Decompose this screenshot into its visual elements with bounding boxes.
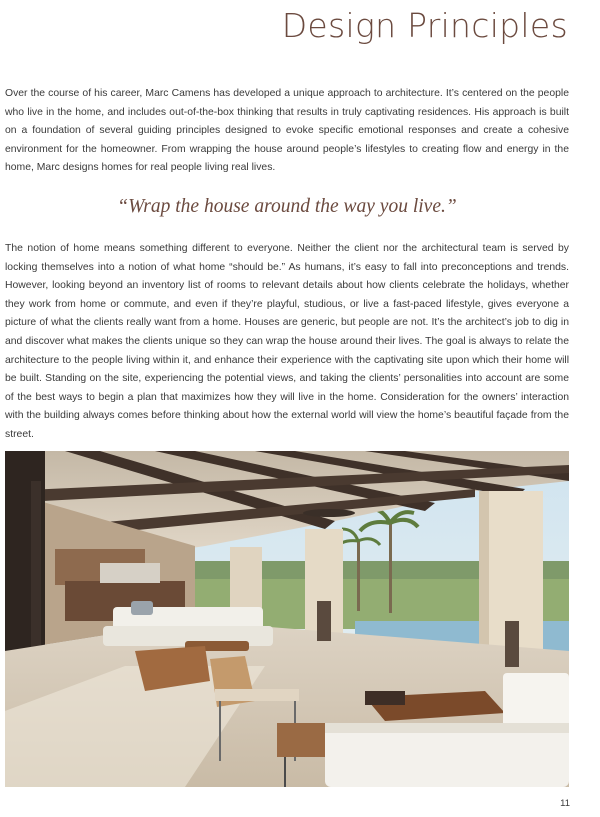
page-title: Design Principles (281, 6, 568, 45)
pull-quote: “Wrap the house around the way you live.” (117, 196, 457, 217)
body-paragraph: The notion of home means something different to everyone. Neither the client nor the architectural team is served by locking themselves into a notion of what home “should be.” As humans, it’s easy to fall into preconceptions and trends. However, looking beyond an inventory list of rooms to relevant details about how clients celebrate the holidays, whether they work from home or commute, and even if they’re playful, studious, or live a fast-paced lifestyle, gives everyone a picture of what the clients really want from a home. Houses are generic, but people are not. It’s the architect’s job to dig in and discover what makes the clients unique so they can wrap the house around their lives. The goal is always to relate the architecture to the people living within it, and enhance their experience with the captivating site upon which their home will be built. Standing on the site, experiencing the potential views, and taking the clients’ personalities into account are some of the best ways to begin a plan that maximizes how they will live in the home. Consideration for the owners’ interaction with the building always comes before thinking about how the external world will view the home’s beautiful façade from the street. (5, 243, 569, 440)
outdoor-living-photo (5, 451, 569, 787)
page-number: 11 (560, 798, 570, 809)
intro-paragraph: Over the course of his career, Marc Camens has developed a unique approach to architecture. It’s centered on the people who live in the home, and includes out-of-the-box thinking that results in truly captivating residences. His approach is built on a foundation of several guiding principles designed to evoke specific emotional responses and create a cohesive environment for the homeowner. From wrapping the house around people’s lifestyles to creating flow and energy in the home, Marc designs homes for real people living real lives. (5, 88, 569, 174)
